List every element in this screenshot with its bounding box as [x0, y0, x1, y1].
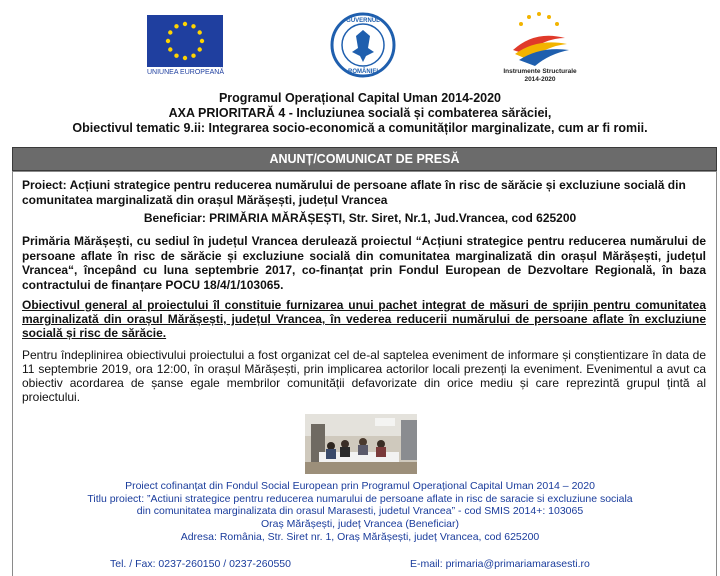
- footer-line3: din comunitatea marginalizata din orasul Marasesti, judetul Vrancea” - cod SMIS 2014+: 103065: [136, 505, 584, 518]
- beneficiary-line: Beneficiar: PRIMĂRIA MĂRĂȘEȘTI, Str. Siret, Nr.1, Jud.Vrancea, cod 625200: [143, 211, 577, 225]
- program-line1: Programul Operațional Capital Uman 2014-2020: [218, 91, 502, 105]
- footer-line5: Adresa: România, Str. Siret nr. 1, Oraș Mărășești, județ Vrancea, cod 625200: [180, 530, 540, 543]
- structural-instruments-caption: [495, 68, 585, 84]
- event-paragraph: Pentru îndeplinirea obiectivului proiectului a fost organizat cel de-al saptelea eveniment de informare și conștientizare în data de 11 septembrie 2019, ora 12:00, în orașul Mărășești, prin implicarea actorilor locali prezenți la eveniment. Evenimentul a avut ca obiectiv acordarea de șanse egale membrilor comunității defavorizate din orice mediu și care reprezintă grupul țintă al proiectului.: [22, 348, 706, 404]
- footer-phone: Tel. / Fax: 0237-260150 / 0237-260550: [110, 558, 291, 570]
- program-line3: Obiectivul tematic 9.ii: Integrarea socio-economică a comunităților marginalizate, cum ar fi romii.: [72, 121, 648, 135]
- program-heading: [0, 91, 720, 136]
- footer: [0, 480, 720, 544]
- banner-title: ANUNȚ/COMUNICAT DE PRESĂ: [269, 152, 460, 166]
- objective-paragraph: Obiectivul general al proiectului îl constituie furnizarea unui pachet integrat de măsuri de sprijin pentru comunitatea marginalizată din orașul Mărășești, județul Vrancea, în vederea reducerii numărului de persoane aflate în excluziune socială și risc de sărăcie.: [22, 298, 706, 340]
- program-line2: AXA PRIORITARĂ 4 - Incluziunea socială și combaterea sărăciei,: [168, 106, 552, 120]
- footer-line4: Oraș Mărășești, județ Vrancea (Beneficiar): [260, 518, 460, 531]
- eu-caption: UNIUNEA EUROPEANĂ: [147, 69, 225, 76]
- government-seal-logo: [330, 12, 396, 78]
- footer-email[interactable]: E-mail: primaria@primariamarasesti.ro: [410, 558, 590, 570]
- svg-text:GUVERNUL: GUVERNUL: [346, 18, 380, 24]
- project-title: Proiect: Acțiuni strategice pentru reducerea numărului de persoane aflate în risc de sărăcie și excluziune socială din comunitatea marginalizată din orașul Mărășești, județul Vrancea: [22, 178, 686, 207]
- footer-line2: Titlu proiect: ”Actiuni strategice pentru reducerea numarului de persoane aflate in risc de saracie si excluziune sociala: [87, 492, 633, 505]
- press-release-banner: [12, 147, 717, 171]
- is-caption-line1: Instrumente Structurale: [503, 68, 577, 75]
- eu-flag-logo: [147, 15, 223, 67]
- is-caption-line2: 2014-2020: [524, 76, 556, 83]
- svg-text:ROMÂNIEI: ROMÂNIEI: [348, 69, 378, 75]
- structural-instruments-logo: [505, 8, 573, 70]
- logo-bar: [0, 0, 720, 90]
- intro-paragraph: Primăria Mărășești, cu sediul în județul Vrancea derulează proiectul “Acțiuni strategice pentru reducerea numărului de persoane aflate în risc de sărăcie și excluziune socială din comunitatea marginalizată din orașul Mărășești, județul Vrancea“, începând cu luna septembrie 2017, co-finanțat prin Fondul European de Dezvoltare Regională, în baza contractului de finanțare POCU 18/4/1/103065.: [22, 234, 706, 292]
- event-photo: [305, 414, 417, 474]
- footer-line1: Proiect cofinanțat din Fondul Social European prin Programul Operațional Capital Uman 2014 – 2020: [125, 480, 595, 492]
